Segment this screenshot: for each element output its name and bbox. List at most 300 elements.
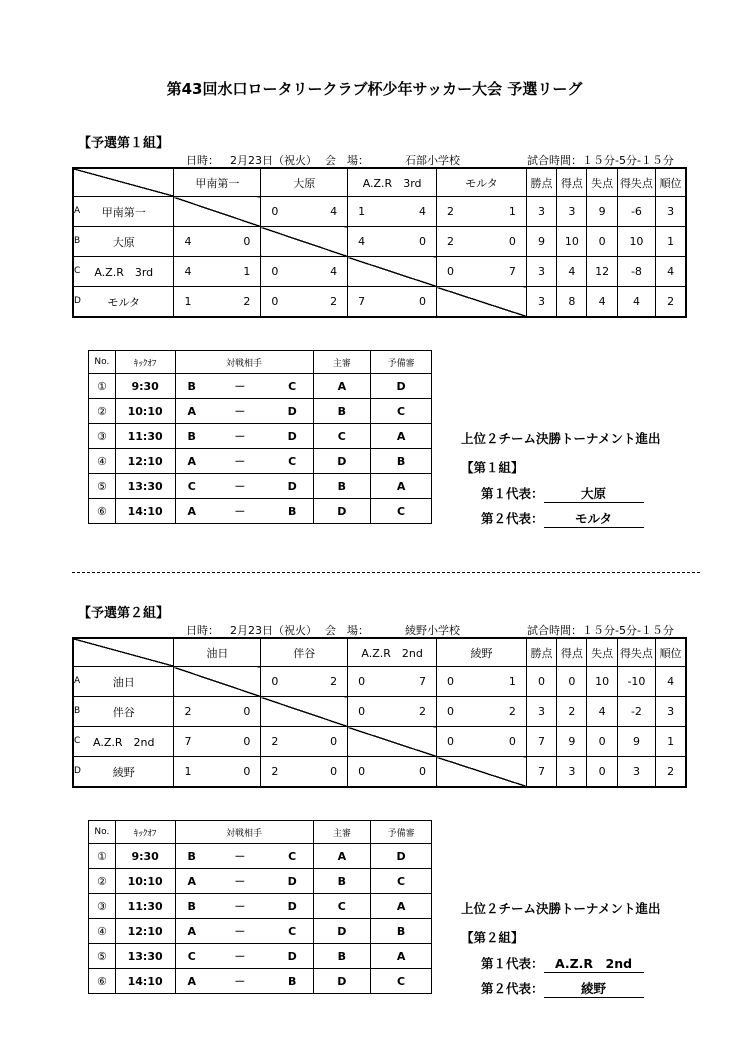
table-row — [73, 287, 686, 318]
goals-for: 0 — [271, 675, 279, 688]
row-id: C — [74, 736, 81, 746]
goals-against: 1 — [508, 205, 516, 218]
schedule-header-row — [89, 821, 432, 844]
versus-sep: － — [208, 424, 272, 449]
row-id: C — [74, 266, 81, 276]
score-cell — [261, 727, 348, 757]
column-header: A.Z.R 3rd — [348, 168, 437, 197]
stat-cell: 1 — [656, 227, 686, 257]
score-cell — [437, 727, 527, 757]
stat-cell: 3 — [526, 197, 556, 227]
versus-sep: － — [208, 374, 272, 399]
score-pair — [348, 705, 436, 718]
team-name: 伴谷 — [73, 697, 174, 727]
goals-against: 7 — [508, 265, 516, 278]
score-cell — [348, 667, 437, 697]
date-value: 2月23日（祝火） — [230, 154, 317, 167]
table-row — [73, 227, 686, 257]
goals-against: 0 — [243, 235, 251, 248]
goals-for: 0 — [271, 265, 279, 278]
goals-against: 0 — [330, 735, 338, 748]
stat-cell: 9 — [617, 727, 655, 757]
row-id: D — [74, 766, 81, 776]
stat-cell: -10 — [617, 667, 655, 697]
stat-cell: 0 — [557, 667, 587, 697]
table-row — [73, 667, 686, 697]
versus-sep: － — [208, 399, 272, 424]
match-no: ⑥ — [89, 969, 116, 994]
match-no: ③ — [89, 894, 116, 919]
score-cell — [174, 257, 261, 287]
stat-cell: 7 — [526, 757, 556, 788]
score-cell — [348, 197, 437, 227]
team-name: A.Z.R 3rd — [73, 257, 174, 287]
goals-for: 1 — [184, 295, 192, 308]
column-header: 甲南第一 — [174, 168, 261, 197]
schedule-row — [89, 969, 432, 994]
stat-cell: 3 — [557, 757, 587, 788]
column-header: 得失点 — [617, 168, 655, 197]
league-header-row — [73, 638, 686, 667]
self-match-cell — [348, 727, 437, 757]
goals-against: 0 — [508, 235, 516, 248]
goals-for: 2 — [184, 705, 192, 718]
score-pair — [348, 675, 436, 688]
goals-against: 0 — [243, 765, 251, 778]
goals-against: 0 — [508, 735, 516, 748]
stat-cell: 1 — [656, 727, 686, 757]
goals-against: 4 — [330, 265, 338, 278]
page-title: 第43回水口ロータリークラブ杯少年サッカー大会 予選リーグ — [166, 80, 583, 98]
column-header: 失点 — [587, 168, 617, 197]
second-representative — [481, 509, 644, 528]
away-team: D — [272, 424, 313, 449]
stat-cell: 4 — [587, 697, 617, 727]
score-pair — [437, 265, 526, 278]
advance-group-label: 【第２組】 — [461, 930, 524, 945]
goals-for: 0 — [358, 765, 366, 778]
advance-heading: 上位２チーム決勝トーナメント進出 — [461, 431, 661, 446]
away-team: D — [272, 399, 313, 424]
goals-for: 0 — [358, 675, 366, 688]
stat-cell: 10 — [617, 227, 655, 257]
kickoff-time: 10:10 — [115, 399, 175, 424]
first-representative — [481, 484, 644, 503]
column-header: 順位 — [656, 638, 686, 667]
stat-cell: 8 — [557, 287, 587, 318]
score-cell — [348, 287, 437, 318]
schedule-row — [89, 844, 432, 869]
versus-sep: － — [208, 869, 272, 894]
row-id: A — [74, 676, 81, 686]
sub-referee: A — [371, 424, 432, 449]
group-label: 【予選第１組】 — [78, 136, 170, 151]
first-representative-name: 大原 — [544, 484, 644, 503]
score-cell — [261, 667, 348, 697]
away-team: C — [272, 449, 313, 474]
sub-referee: B — [371, 919, 432, 944]
sub-referee: A — [371, 894, 432, 919]
match-no: ③ — [89, 424, 116, 449]
sub-referee: D — [371, 374, 432, 399]
col-referee: 主審 — [313, 821, 371, 844]
score-pair — [348, 205, 436, 218]
second-representative-name: モルタ — [544, 509, 644, 528]
second-representative — [481, 979, 644, 998]
second-representative-label: 第２代表： — [481, 511, 544, 526]
advance-heading: 上位２チーム決勝トーナメント進出 — [461, 901, 661, 916]
stat-cell: 0 — [587, 757, 617, 788]
score-cell — [174, 227, 261, 257]
team-name: モルタ — [73, 287, 174, 318]
goals-for: 0 — [271, 205, 279, 218]
away-team: C — [272, 374, 313, 399]
sub-referee: C — [371, 499, 432, 524]
goals-for: 4 — [184, 265, 192, 278]
stat-cell: 9 — [526, 227, 556, 257]
sub-referee: B — [371, 449, 432, 474]
stat-cell: 4 — [656, 257, 686, 287]
home-team: A — [175, 399, 208, 424]
column-header: 油日 — [174, 638, 261, 667]
score-cell — [261, 197, 348, 227]
score-pair — [261, 265, 347, 278]
goals-for: 2 — [271, 735, 279, 748]
match-no: ① — [89, 374, 116, 399]
first-representative-name: A.Z.R 2nd — [544, 954, 644, 973]
referee: B — [313, 399, 371, 424]
schedule-header-row — [89, 351, 432, 374]
kickoff-time: 12:10 — [115, 449, 175, 474]
match-no: ① — [89, 844, 116, 869]
stat-cell: 10 — [557, 227, 587, 257]
versus-sep: － — [208, 844, 272, 869]
col-referee: 主審 — [313, 351, 371, 374]
away-team: D — [272, 944, 313, 969]
referee: A — [313, 844, 371, 869]
home-team: B — [175, 844, 208, 869]
score-cell — [174, 697, 261, 727]
kickoff-time: 14:10 — [115, 969, 175, 994]
score-pair — [437, 675, 526, 688]
match-no: ⑤ — [89, 474, 116, 499]
column-header: 伴谷 — [261, 638, 348, 667]
self-match-cell — [437, 757, 527, 788]
versus-sep: － — [208, 919, 272, 944]
referee: B — [313, 869, 371, 894]
home-team: B — [175, 894, 208, 919]
schedule-row — [89, 474, 432, 499]
row-id: A — [74, 206, 81, 216]
kickoff-time: 12:10 — [115, 919, 175, 944]
goals-for: 1 — [184, 765, 192, 778]
goals-against: 0 — [419, 295, 427, 308]
goals-against: 0 — [243, 735, 251, 748]
score-pair — [261, 675, 347, 688]
stat-cell: 9 — [557, 727, 587, 757]
team-name: 油日 — [73, 667, 174, 697]
score-cell — [437, 697, 527, 727]
column-header: 得点 — [557, 638, 587, 667]
team-name: 綾野 — [73, 757, 174, 788]
goals-against: 2 — [508, 705, 516, 718]
goals-against: 2 — [419, 705, 427, 718]
goals-for: 2 — [447, 205, 455, 218]
stat-cell: 3 — [526, 697, 556, 727]
stat-cell: 0 — [587, 227, 617, 257]
col-sub-referee: 予備審 — [371, 821, 432, 844]
stat-cell: 2 — [656, 287, 686, 318]
kickoff-time: 11:30 — [115, 424, 175, 449]
score-pair — [174, 295, 260, 308]
kickoff-time: 9:30 — [115, 374, 175, 399]
goals-against: 0 — [419, 765, 427, 778]
score-pair — [174, 235, 260, 248]
referee: B — [313, 474, 371, 499]
referee: C — [313, 894, 371, 919]
score-pair — [174, 705, 260, 718]
stat-cell: 2 — [656, 757, 686, 788]
row-id: B — [74, 706, 81, 716]
score-cell — [261, 257, 348, 287]
goals-for: 0 — [447, 735, 455, 748]
score-cell — [174, 287, 261, 318]
stat-cell: -8 — [617, 257, 655, 287]
schedule-row — [89, 919, 432, 944]
away-team: B — [272, 969, 313, 994]
column-header: 失点 — [587, 638, 617, 667]
score-pair — [437, 705, 526, 718]
goals-for: 1 — [358, 205, 366, 218]
stat-cell: 3 — [526, 257, 556, 287]
score-cell — [348, 227, 437, 257]
away-team: D — [272, 894, 313, 919]
score-pair — [348, 765, 436, 778]
home-team: B — [175, 374, 208, 399]
goals-for: 0 — [271, 295, 279, 308]
col-kickoff: ｷｯｸｵﾌ — [115, 821, 175, 844]
score-pair — [261, 765, 347, 778]
stat-cell: -2 — [617, 697, 655, 727]
score-pair — [437, 235, 526, 248]
away-team: B — [272, 499, 313, 524]
score-cell — [437, 257, 527, 287]
versus-sep: － — [208, 474, 272, 499]
home-team: B — [175, 424, 208, 449]
score-pair — [174, 765, 260, 778]
versus-sep: － — [208, 944, 272, 969]
sub-referee: D — [371, 844, 432, 869]
league-table — [72, 167, 687, 318]
stat-cell: 3 — [656, 697, 686, 727]
away-team: C — [272, 844, 313, 869]
goals-against: 7 — [419, 675, 427, 688]
stat-cell: 3 — [617, 757, 655, 788]
home-team: C — [175, 944, 208, 969]
goals-for: 2 — [271, 765, 279, 778]
col-matchup: 対戦相手 — [175, 821, 313, 844]
team-name: A.Z.R 2nd — [73, 727, 174, 757]
home-team: C — [175, 474, 208, 499]
stat-cell: 3 — [526, 287, 556, 318]
schedule-row — [89, 449, 432, 474]
score-cell — [261, 287, 348, 318]
goals-for: 7 — [184, 735, 192, 748]
score-pair — [437, 735, 526, 748]
stat-cell: 4 — [617, 287, 655, 318]
match-no: ④ — [89, 449, 116, 474]
referee: D — [313, 449, 371, 474]
time-label: 試合時間： — [527, 624, 582, 637]
goals-for: 2 — [447, 235, 455, 248]
column-header: 得失点 — [617, 638, 655, 667]
stat-cell: 9 — [587, 197, 617, 227]
team-name: 甲南第一 — [73, 197, 174, 227]
column-header: 綾野 — [437, 638, 527, 667]
home-team: A — [175, 449, 208, 474]
versus-sep: － — [208, 499, 272, 524]
self-match-cell — [261, 697, 348, 727]
col-kickoff: ｷｯｸｵﾌ — [115, 351, 175, 374]
stat-cell: 3 — [557, 197, 587, 227]
goals-for: 0 — [447, 705, 455, 718]
referee: A — [313, 374, 371, 399]
score-pair — [174, 265, 260, 278]
corner-cell — [73, 638, 174, 667]
sub-referee: C — [371, 399, 432, 424]
table-row — [73, 727, 686, 757]
column-header: 勝点 — [526, 638, 556, 667]
score-cell — [174, 727, 261, 757]
goals-for: 0 — [447, 675, 455, 688]
referee: B — [313, 944, 371, 969]
referee: D — [313, 969, 371, 994]
self-match-cell — [174, 197, 261, 227]
stat-cell: 10 — [587, 667, 617, 697]
self-match-cell — [348, 257, 437, 287]
goals-against: 4 — [330, 205, 338, 218]
schedule-row — [89, 894, 432, 919]
stat-cell: 12 — [587, 257, 617, 287]
column-header: 得点 — [557, 168, 587, 197]
stat-cell: 4 — [557, 257, 587, 287]
kickoff-time: 13:30 — [115, 474, 175, 499]
referee: D — [313, 919, 371, 944]
table-row — [73, 697, 686, 727]
section-divider — [72, 572, 700, 573]
schedule-row — [89, 499, 432, 524]
stat-cell: 4 — [656, 667, 686, 697]
goals-against: 1 — [508, 675, 516, 688]
league-header-row — [73, 168, 686, 197]
stat-cell: 3 — [656, 197, 686, 227]
home-team: A — [175, 919, 208, 944]
sub-referee: A — [371, 944, 432, 969]
team-name: 大原 — [73, 227, 174, 257]
goals-for: 0 — [447, 265, 455, 278]
versus-sep: － — [208, 894, 272, 919]
schedule-row — [89, 399, 432, 424]
score-cell — [437, 197, 527, 227]
match-no: ⑥ — [89, 499, 116, 524]
corner-cell — [73, 168, 174, 197]
goals-against: 2 — [330, 675, 338, 688]
kickoff-time: 10:10 — [115, 869, 175, 894]
table-row — [73, 257, 686, 287]
schedule-table — [88, 820, 432, 994]
goals-against: 4 — [419, 205, 427, 218]
date-value: 2月23日（祝火） — [230, 624, 317, 637]
score-pair — [261, 295, 347, 308]
date-label: 日時： — [186, 624, 219, 637]
goals-for: 7 — [358, 295, 366, 308]
time-value: １５分-5分-１５分 — [582, 624, 674, 637]
column-header: 勝点 — [526, 168, 556, 197]
row-id: D — [74, 296, 81, 306]
sub-referee: C — [371, 969, 432, 994]
kickoff-time: 9:30 — [115, 844, 175, 869]
match-no: ④ — [89, 919, 116, 944]
score-pair — [174, 735, 260, 748]
home-team: A — [175, 499, 208, 524]
table-row — [73, 757, 686, 788]
referee: D — [313, 499, 371, 524]
advance-group-label: 【第１組】 — [461, 460, 524, 475]
table-row — [73, 197, 686, 227]
stat-cell: 0 — [587, 727, 617, 757]
goals-against: 2 — [330, 295, 338, 308]
venue-label: 会 場： — [325, 154, 369, 167]
away-team: C — [272, 919, 313, 944]
second-representative-label: 第２代表： — [481, 981, 544, 996]
group-label: 【予選第２組】 — [78, 606, 170, 621]
schedule-table — [88, 350, 432, 524]
score-pair — [348, 235, 436, 248]
kickoff-time: 11:30 — [115, 894, 175, 919]
kickoff-time: 13:30 — [115, 944, 175, 969]
goals-against: 1 — [243, 265, 251, 278]
column-header: 順位 — [656, 168, 686, 197]
schedule-row — [89, 374, 432, 399]
goals-for: 4 — [184, 235, 192, 248]
away-team: D — [272, 474, 313, 499]
league-table — [72, 637, 687, 788]
goals-for: 0 — [358, 705, 366, 718]
self-match-cell — [437, 287, 527, 318]
schedule-row — [89, 424, 432, 449]
score-cell — [437, 667, 527, 697]
stat-cell: -6 — [617, 197, 655, 227]
home-team: A — [175, 969, 208, 994]
venue-value: 石部小学校 — [405, 154, 460, 167]
schedule-row — [89, 869, 432, 894]
match-no: ⑤ — [89, 944, 116, 969]
first-representative — [481, 954, 644, 973]
stat-cell: 0 — [526, 667, 556, 697]
referee: C — [313, 424, 371, 449]
versus-sep: － — [208, 449, 272, 474]
score-pair — [261, 205, 347, 218]
stat-cell: 7 — [526, 727, 556, 757]
score-cell — [348, 757, 437, 788]
score-cell — [348, 697, 437, 727]
versus-sep: － — [208, 969, 272, 994]
away-team: D — [272, 869, 313, 894]
score-cell — [261, 757, 348, 788]
goals-against: 2 — [243, 295, 251, 308]
match-no: ② — [89, 399, 116, 424]
self-match-cell — [174, 667, 261, 697]
